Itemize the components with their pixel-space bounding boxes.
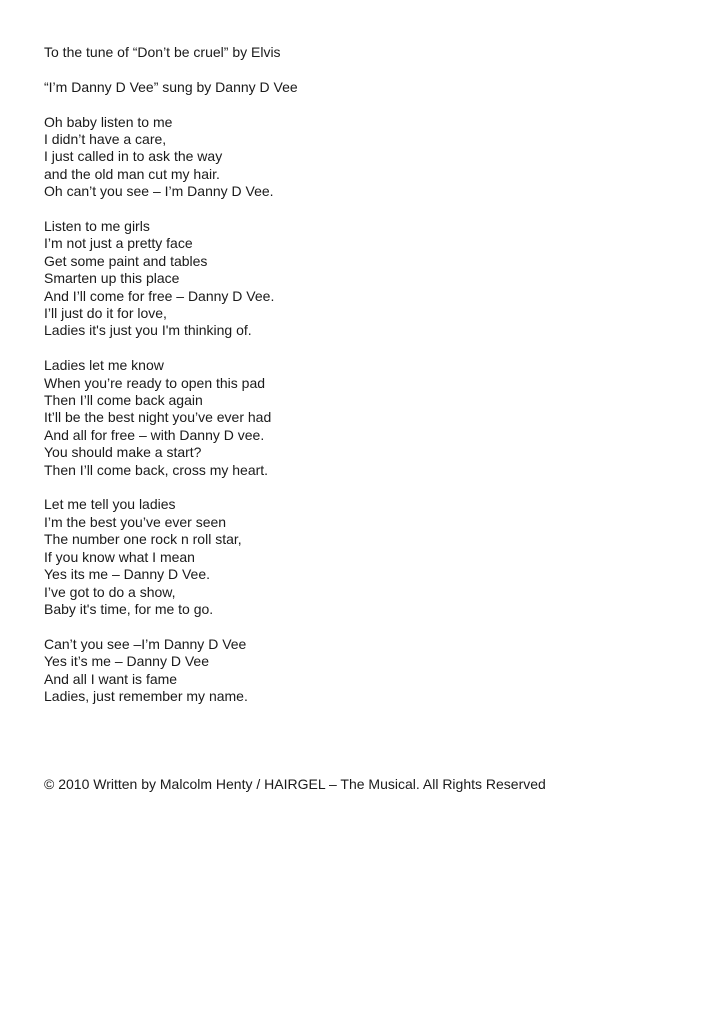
lyric-line: I’ve got to do a show,: [44, 583, 176, 600]
lyric-line: Oh can’t you see – I’m Danny D Vee.: [44, 183, 274, 200]
lyric-line: Smarten up this place: [44, 270, 180, 287]
lyric-line: It’ll be the best night you’ve ever had: [44, 409, 272, 426]
lyric-line: Ladies let me know: [44, 357, 164, 374]
lyric-line: I didn’t have a care,: [44, 131, 167, 147]
lyric-line: Oh baby listen to me: [44, 113, 173, 130]
lyric-line: Then I’ll come back, cross my heart.: [44, 461, 269, 478]
spacer: [44, 340, 298, 357]
lyric-line: Yes its me – Danny D Vee.: [44, 566, 211, 583]
lyric-line: And all I want is fame: [44, 670, 178, 687]
lyric-line: I’m the best you’ve ever seen: [44, 513, 227, 530]
spacer: [44, 201, 298, 218]
lyric-line: And all for free – with Danny D vee.: [44, 426, 265, 443]
verse-2: [44, 218, 298, 340]
lyric-line: When you’re ready to open this pad: [44, 374, 266, 391]
lyric-line: Then I’ll come back again: [44, 392, 203, 409]
spacer: [44, 96, 298, 113]
lyric-line: Baby it's time, for me to go.: [44, 600, 214, 617]
lyric-line: Yes it’s me – Danny D Vee: [44, 653, 209, 670]
song-title: “I’m Danny D Vee” sung by Danny D Vee: [44, 78, 298, 95]
lyric-line: Can’t you see –I’m Danny D Vee: [44, 635, 247, 652]
lyrics-block: [44, 44, 298, 705]
lyric-line: Ladies it's just you I'm thinking of.: [44, 322, 252, 339]
verse-4: [44, 496, 298, 618]
lyric-line: If you know what I mean: [44, 548, 195, 565]
lyric-line: Listen to me girls: [44, 218, 150, 235]
spacer: [44, 618, 298, 635]
lyric-line: and the old man cut my hair.: [44, 165, 220, 182]
lyric-line: Ladies, just remember my name.: [44, 687, 248, 704]
lyric-line: I’m not just a pretty face: [44, 235, 193, 252]
verse-5: [44, 636, 298, 706]
spacer: [44, 479, 298, 496]
verse-1: [44, 114, 298, 201]
lyric-line: You should make a start?: [44, 444, 202, 461]
lyric-line: I just called in to ask the way: [44, 148, 223, 165]
spacer: [44, 61, 298, 78]
lyric-line: The number one rock n roll star,: [44, 531, 242, 548]
verses-container: [44, 114, 298, 706]
tune-line: To the tune of “Don’t be cruel” by Elvis: [44, 44, 281, 60]
lyric-line: I’ll just do it for love,: [44, 305, 167, 322]
lyric-line: Let me tell you ladies: [44, 496, 176, 513]
copyright-notice: © 2010 Written by Malcolm Henty / HAIRGEL – The Musical. All Rights Reserved: [44, 776, 546, 792]
verse-3: [44, 357, 298, 479]
lyric-line: And I’ll come for free – Danny D Vee.: [44, 287, 275, 304]
lyric-line: Get some paint and tables: [44, 252, 208, 269]
